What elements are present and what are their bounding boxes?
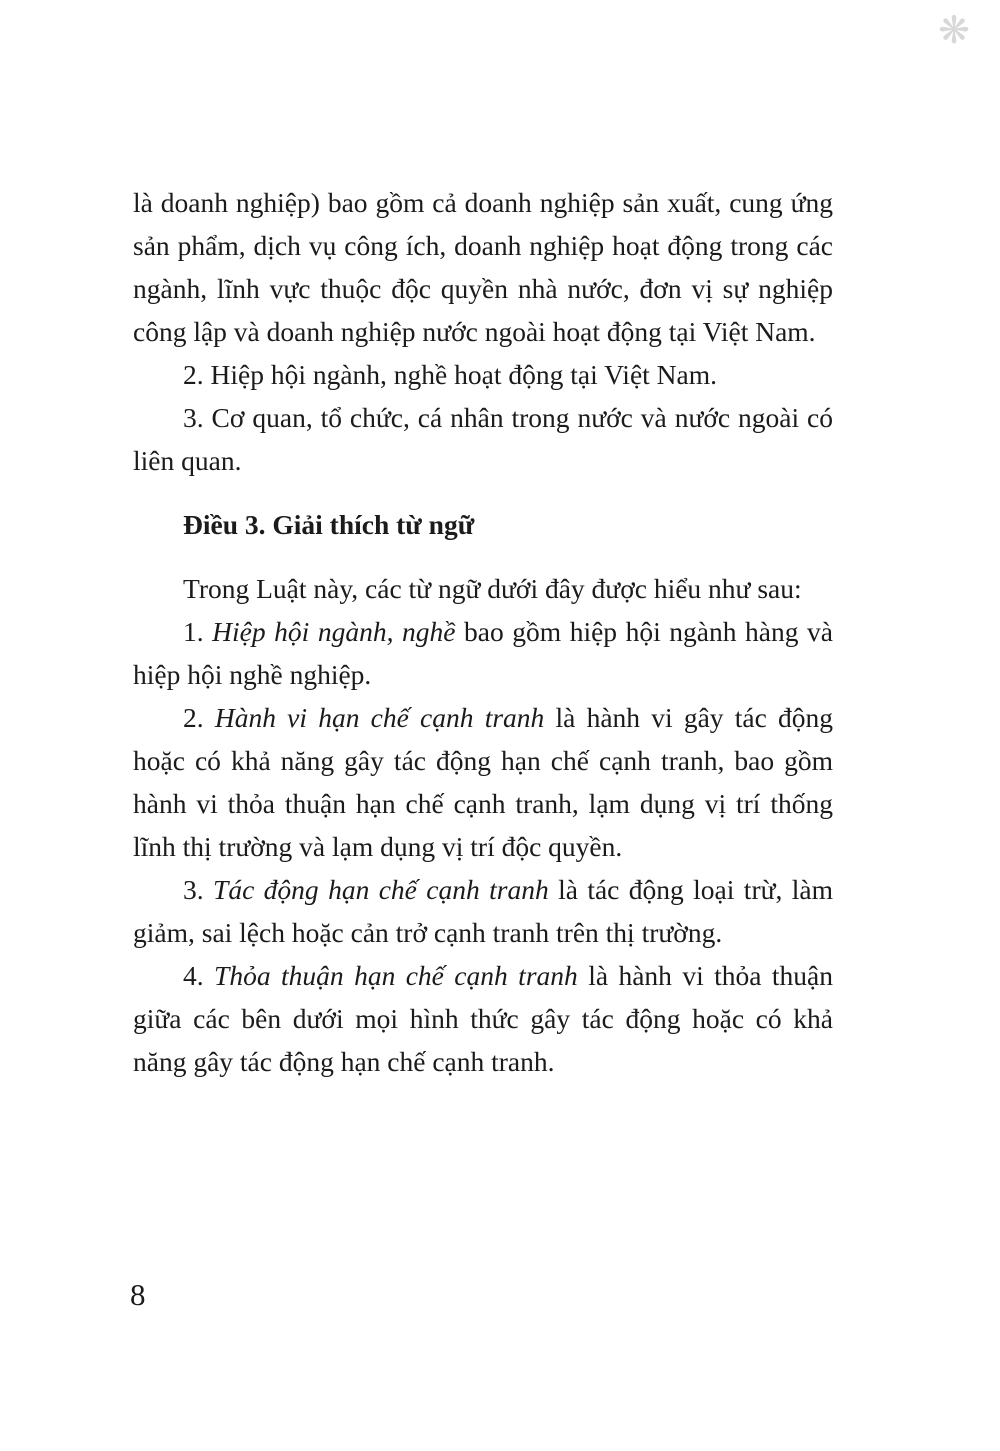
text-run: 2. xyxy=(183,702,215,733)
text-run: Thỏa thuận hạn chế cạnh tranh xyxy=(214,960,578,991)
document-body xyxy=(133,181,833,1083)
paragraph-8 xyxy=(133,868,833,954)
text-run: là tác động loại trừ, làm giảm, sai lệch hoặc cản trở cạnh tranh trên thị trường. xyxy=(133,874,834,948)
page-number: 8 xyxy=(130,1277,146,1312)
text-run: Hành vi hạn chế cạnh tranh xyxy=(214,702,545,733)
text-run: 1. xyxy=(183,616,213,647)
text-run: Điều 3. Giải thích từ ngữ xyxy=(183,509,475,540)
paragraph-9 xyxy=(133,954,833,1083)
text-run: là hành vi thỏa thuận giữa các bên dưới mọi hình thức gây tác động hoặc có khả năng gây tác động hạn chế cạnh tranh. xyxy=(133,960,833,1077)
text-run: 2. Hiệp hội ngành, nghề hoạt động tại Việt Nam. xyxy=(183,359,717,390)
flower-decoration-icon: ❋ xyxy=(938,10,970,52)
text-run: là doanh nghiệp) bao gồm cả doanh nghiệp sản xuất, cung ứng sản phẩm, dịch vụ công ích, doanh nghiệp hoạt động trong các ngành, lĩnh vực thuộc độc quyền nhà nước, đơn vị sự nghiệp công lập và doanh nghiệp nước ngoài hoạt động tại Việt Nam. xyxy=(133,187,833,347)
text-run: 3. Cơ quan, tổ chức, cá nhân trong nước và nước ngoài có liên quan. xyxy=(133,402,833,476)
text-run: Trong Luật này, các từ ngữ dưới đây được hiểu như sau: xyxy=(183,573,802,604)
text-run: Tác động hạn chế cạnh tranh xyxy=(213,874,549,905)
paragraph-7 xyxy=(133,696,833,868)
text-run: 4. xyxy=(183,960,215,991)
paragraph-5 xyxy=(133,567,833,610)
text-run: 3. xyxy=(183,874,214,905)
text-run: Hiệp hội ngành, nghề xyxy=(212,616,456,647)
paragraph-2 xyxy=(133,353,833,396)
paragraph-3 xyxy=(133,396,833,482)
text-run: bao gồm hiệp hội ngành hàng và hiệp hội nghề nghiệp. xyxy=(133,616,833,690)
section-heading xyxy=(133,503,833,546)
paragraph-6 xyxy=(133,610,833,696)
paragraph-1 xyxy=(133,181,833,353)
text-run: là hành vi gây tác động hoặc có khả năng gây tác động hạn chế cạnh tranh, bao gồm hành vi thỏa thuận hạn chế cạnh tranh, lạm dụng vị trí thống lĩnh thị trường và lạm dụng vị trí độc quyền. xyxy=(133,702,834,862)
